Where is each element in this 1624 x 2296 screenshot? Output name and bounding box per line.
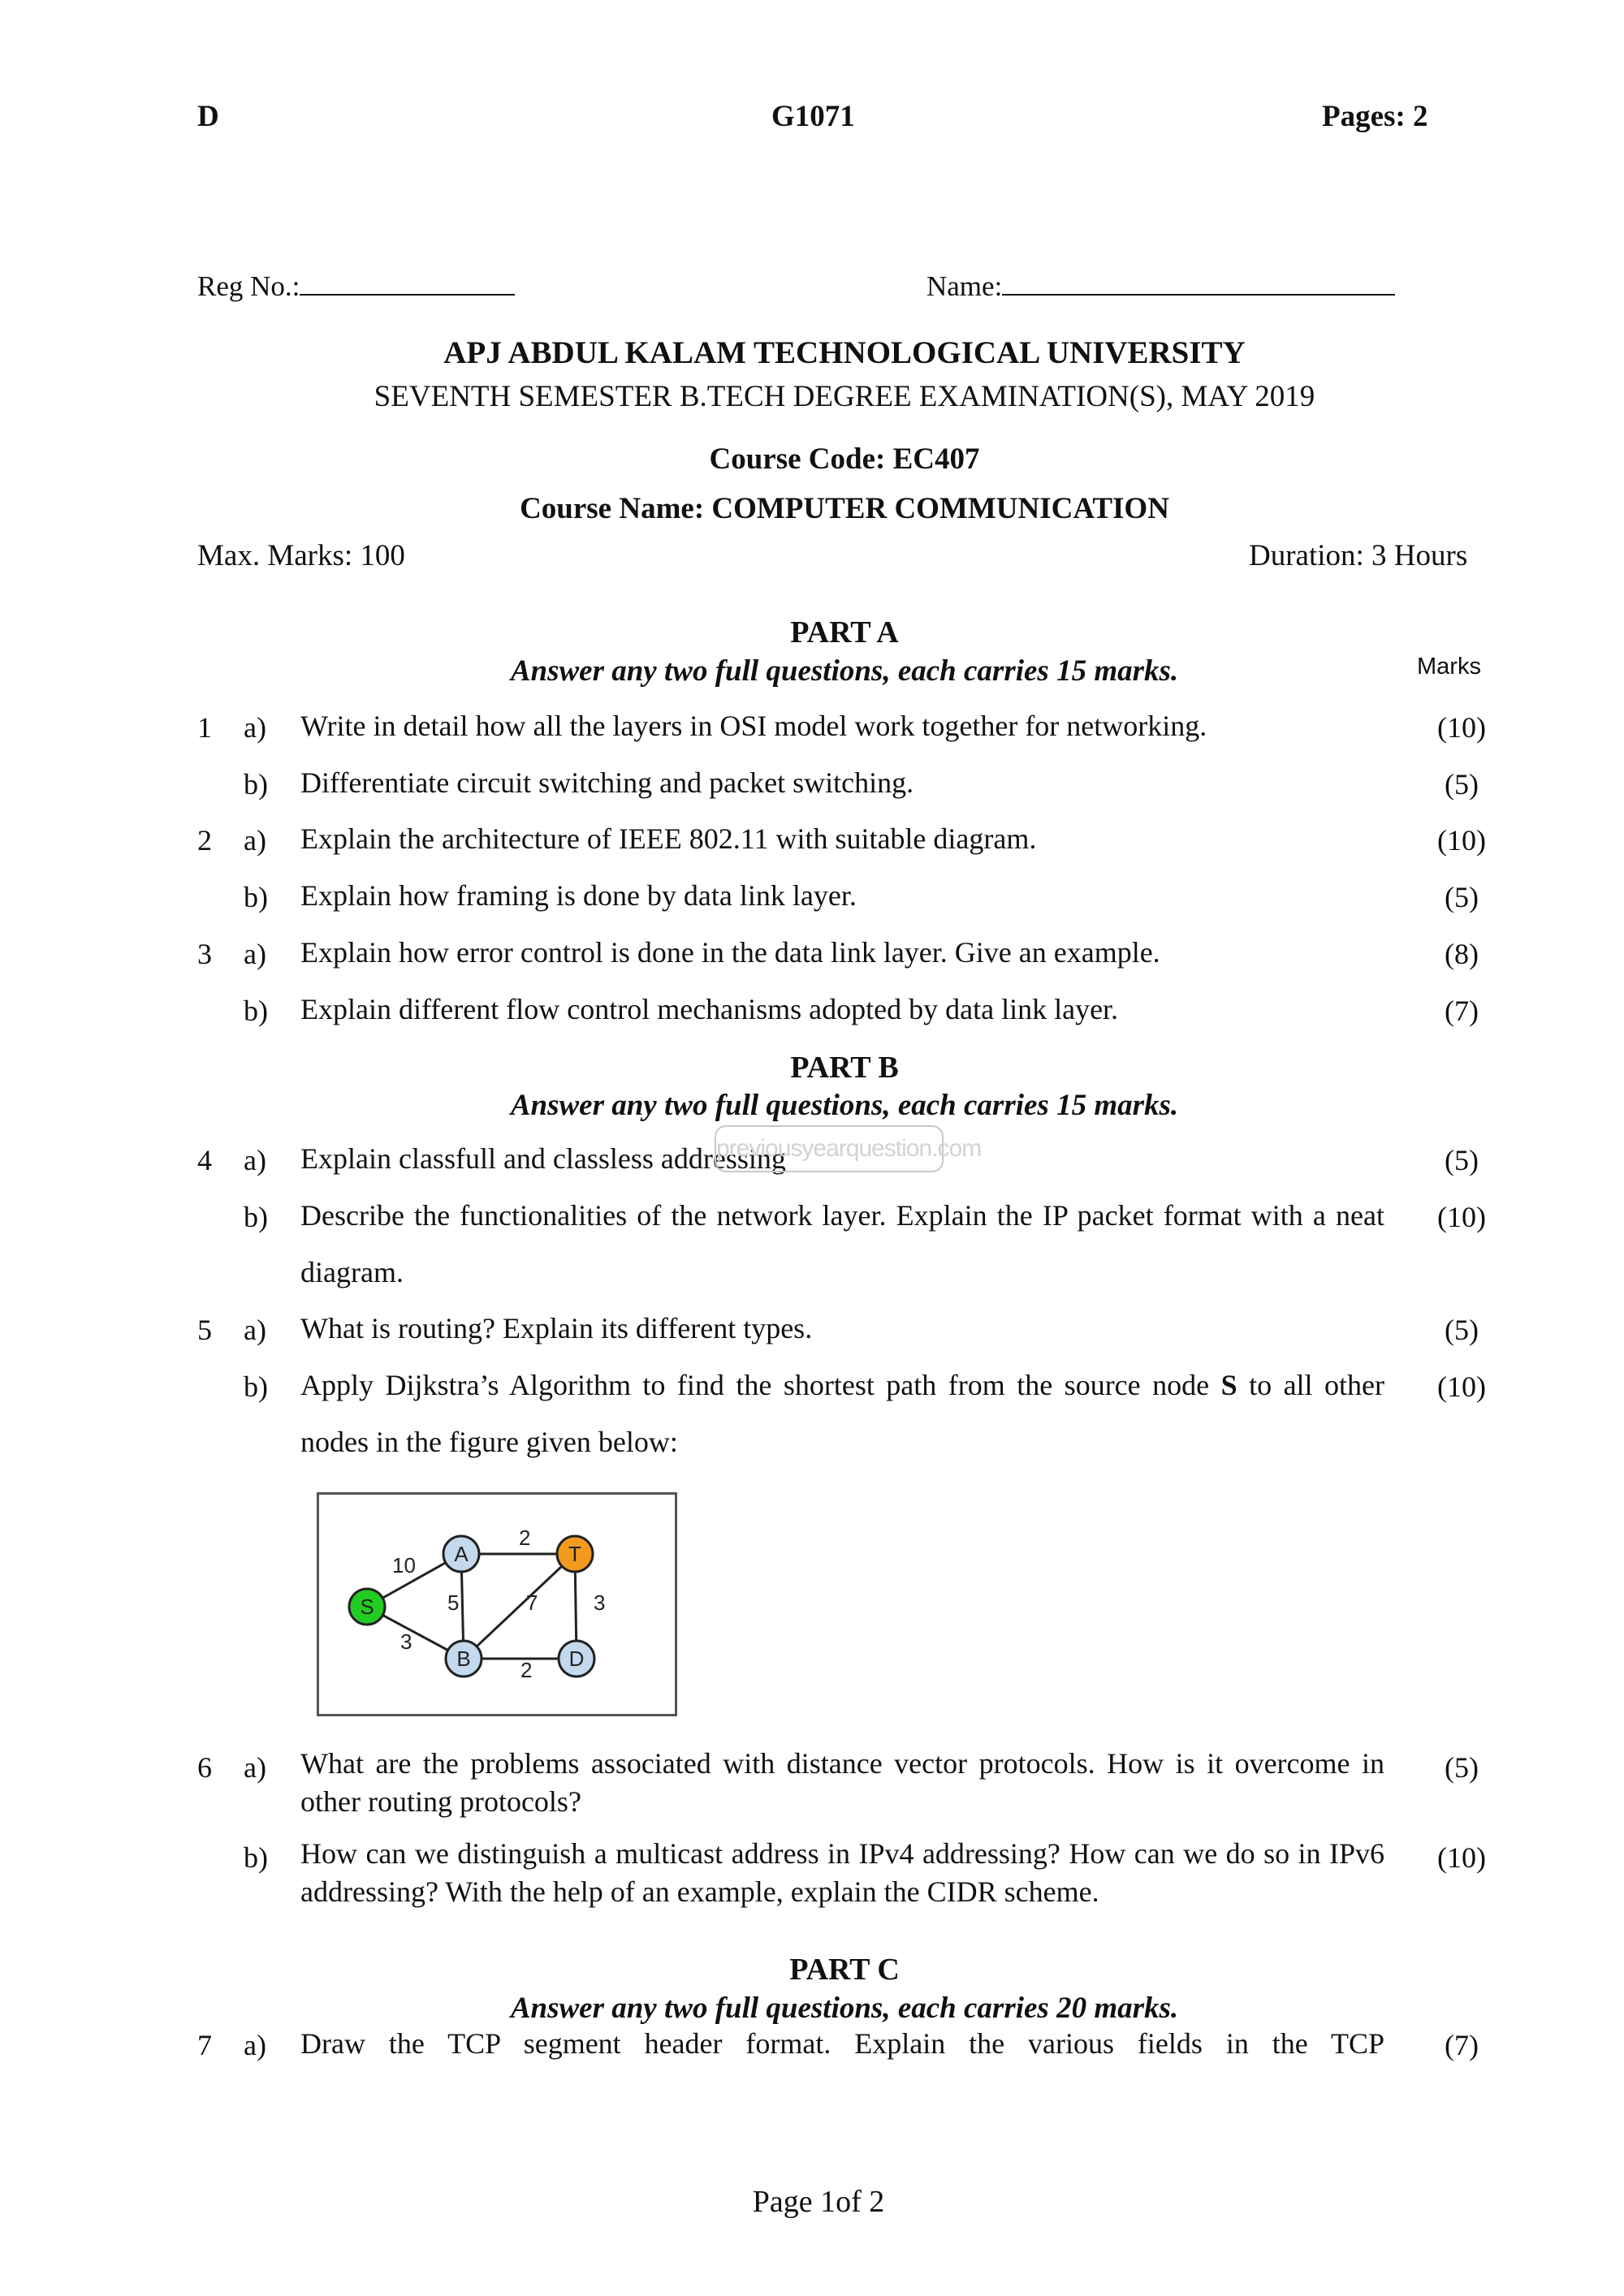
question-sub-label: a) [244,824,266,857]
paper-code: G1071 [771,100,855,133]
source-node-label: S [1220,1369,1237,1401]
question-sub-label: a) [244,711,266,744]
part-a-instruction: Answer any two full questions, each carries 15 marks. [510,654,1179,688]
page-count: Pages: 2 [1322,100,1428,133]
graph-edge-weight: 5 [447,1590,460,1615]
name-label: Name: [926,270,1003,302]
question-text: Draw the TCP segment header format. Explain the various fields in the TCP [300,2027,1384,2060]
graph-edge-weight: 2 [519,1526,531,1550]
question-number: 7 [197,2029,212,2061]
duration: Duration: 3 Hours [1249,539,1468,572]
question-number: 1 [197,711,212,744]
graph-node-label: B [456,1646,471,1671]
question-number: 6 [197,1751,212,1784]
name-blank [1002,268,1395,296]
part-a-title: PART A [790,615,899,650]
question-text-part: to all other nodes in the figure given below: [300,1369,1384,1458]
graph-edge-weight: 10 [392,1553,416,1577]
question-number: 3 [197,938,212,970]
question-marks: (10) [1437,824,1486,857]
graph-node-label: T [568,1542,581,1566]
max-marks: Max. Marks: 100 [197,539,405,572]
question-sub-label: b) [244,1201,268,1233]
reg-no-blank [300,268,515,296]
question-number: 4 [197,1144,212,1176]
reg-no-label: Reg No.: [197,270,300,302]
question-text: What is routing? Explain its different types. [300,1312,813,1344]
graph-edge-weight: 3 [400,1629,412,1654]
question-number: 5 [197,1314,212,1346]
university-title: APJ ABDUL KALAM TECHNOLOGICAL UNIVERSITY [443,335,1246,370]
question-marks: (10) [1437,1370,1486,1403]
question-text: Explain how framing is done by data link layer. [300,879,857,912]
question-sub-label: a) [244,938,266,970]
graph-node-label: A [454,1542,469,1566]
name-field [926,268,1395,303]
question-number: 2 [197,824,212,857]
question-marks: (5) [1445,1144,1479,1176]
question-text: How can we distinguish a multicast address in IPv4 addressing? How can we do so in IPv6 addressing? With the help of an example, explain the CIDR scheme. [300,1837,1384,1908]
question-text: Describe the functionalities of the network layer. Explain the IP packet format with a neat diagram. [300,1199,1384,1288]
graph-edge-b-t [464,1554,575,1659]
graph-edge-weight: 7 [526,1590,538,1615]
graph-node-label: S [360,1595,374,1619]
question-marks: (7) [1445,995,1479,1027]
question-sub-label: b) [244,1841,268,1874]
question-marks: (5) [1445,1751,1479,1784]
paper-series: D [197,100,219,133]
marks-column-heading: Marks [1417,654,1481,680]
course-name: Course Name: COMPUTER COMMUNICATION [520,492,1169,525]
part-b-title: PART B [790,1051,899,1085]
question-text: What are the problems associated with distance vector protocols. How is it overcome in other routing protocols? [300,1747,1384,1818]
graph-edge-weight: 3 [594,1590,606,1615]
question-text: Explain classfull and classless addressing [300,1142,786,1175]
question-sub-label: b) [244,881,268,913]
question-text: Differentiate circuit switching and packet switching. [300,766,914,799]
question-marks: (7) [1445,2029,1479,2061]
part-b-instruction: Answer any two full questions, each carries 15 marks. [510,1089,1179,1122]
page-footer: Page 1of 2 [752,2185,885,2219]
question-marks: (5) [1445,881,1479,913]
reg-no-field [197,268,515,303]
exam-title: SEVENTH SEMESTER B.TECH DEGREE EXAMINATION(S), MAY 2019 [374,380,1315,413]
question-marks: (5) [1445,768,1479,801]
question-text: Write in detail how all the layers in OSI model work together for networking. [300,710,1207,742]
course-code: Course Code: EC407 [709,442,980,476]
question-marks: (5) [1445,1314,1479,1346]
watermark: previousyearquestion.com [715,1125,944,1172]
question-sub-label: a) [244,1144,266,1176]
question-sub-label: a) [244,2029,266,2061]
question-sub-label: b) [244,768,268,801]
question-text-part: Apply Dijkstra’s Algorithm to find the shortest path from the source node [300,1369,1221,1401]
question-marks: (10) [1437,1201,1486,1233]
question-marks: (10) [1437,1841,1486,1874]
question-text: Explain different flow control mechanisms adopted by data link layer. [300,993,1119,1025]
question-marks: (10) [1437,711,1486,744]
question-text: Explain the architecture of IEEE 802.11 with suitable diagram. [300,822,1037,855]
graph-edge-weight: 2 [520,1658,533,1682]
question-text: Explain how error control is done in the data link layer. Give an example. [300,936,1160,969]
question-text [300,1357,1384,1470]
question-sub-label: a) [244,1314,266,1346]
question-marks: (8) [1445,938,1479,970]
question-sub-label: b) [244,995,268,1027]
graph-diagram [319,1495,675,1714]
dijkstra-graph-figure [317,1492,677,1716]
part-c-title: PART C [789,1953,900,1987]
question-sub-label: a) [244,1751,266,1784]
question-sub-label: b) [244,1370,268,1403]
graph-node-label: D [568,1646,585,1671]
part-c-instruction: Answer any two full questions, each carries 20 marks. [510,1992,1179,2025]
